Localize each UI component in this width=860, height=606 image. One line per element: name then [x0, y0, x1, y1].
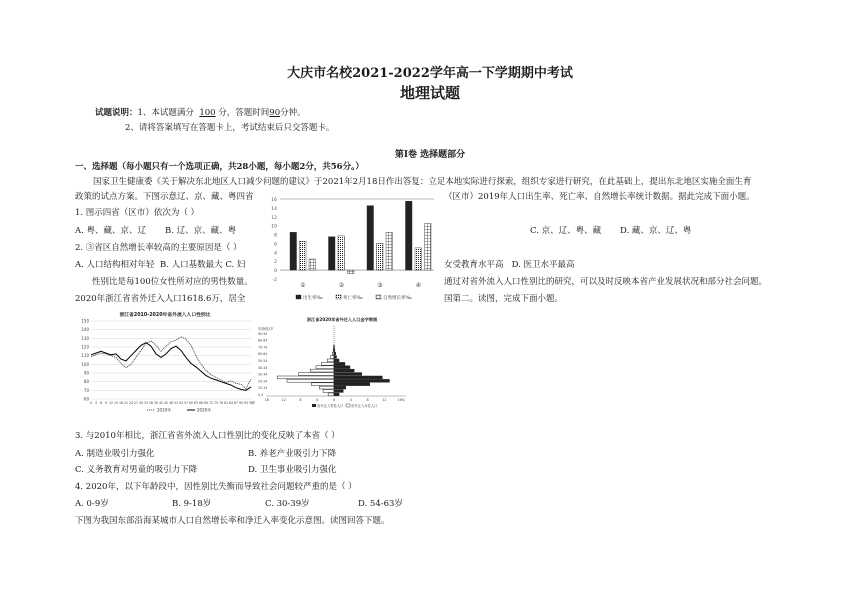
x-tick-label: 54 [178, 401, 184, 405]
q4-option-d: D. 54-63岁 [358, 499, 403, 509]
passage1-line2b: （区市）2019年人口出生率、死亡率、自然增长率统计数据。据此完成下面小题。 [444, 192, 755, 202]
x-tick-label: 45 [163, 401, 169, 405]
female-bar [334, 373, 362, 376]
y-tick-label: 130 [81, 335, 89, 341]
y-tick-label: 10 [271, 224, 277, 230]
q1-option-c: C. 京、辽、粤、藏 [530, 226, 602, 236]
q3-option-b: B. 养老产业吸引力下降 [248, 449, 337, 459]
bar [406, 201, 413, 270]
x-tick-label: 81 [223, 401, 229, 405]
y-tick-label: 8 [274, 233, 277, 239]
series-line [91, 337, 251, 389]
legend-label: 2010年 [157, 407, 172, 413]
male-bar [332, 352, 334, 355]
age-label: 70-74 [258, 345, 268, 350]
female-bar [334, 390, 343, 393]
x-tick-label: 0 [89, 401, 93, 405]
category-label: ③ [377, 282, 383, 289]
age-label: 0-4 [258, 393, 264, 397]
bar [300, 241, 307, 270]
x-tick-label: 12 [382, 398, 387, 402]
y-axis-header: 年龄段/岁 [258, 327, 274, 331]
age-label: 30-34 [258, 372, 268, 377]
y-tick-label: 110 [81, 353, 89, 359]
bar [309, 259, 316, 270]
legend-swatch [376, 295, 381, 299]
x-tick-label: 4 [349, 398, 352, 402]
x-tick-label: 78 [218, 401, 224, 405]
male-bar [331, 356, 334, 359]
legend-swatch [336, 295, 341, 299]
male-bar [310, 369, 334, 372]
instructions-line1: 试题说明：1、本试题满分 100 分，答题时间90分钟。 [95, 108, 306, 118]
q4-option-a: A. 0-9岁 [75, 499, 109, 509]
x-tick-label: 63 [193, 401, 199, 405]
male-bar [323, 390, 334, 393]
age-label: 60-64 [258, 352, 268, 357]
x-tick-label: 9 [104, 401, 108, 405]
legend-swatch [296, 295, 301, 299]
birth-death-rate-chart [262, 193, 440, 305]
q4-stem: 4. 2020年，以下年龄段中，因性别比失衡而导致社会问题较严重的是（ ） [75, 482, 357, 492]
age-label: 20-24 [258, 379, 268, 384]
x-tick-label: 93 [243, 401, 249, 405]
bar [425, 223, 432, 270]
q2-option-c-rest: 女受教育水平高 D. 医卫水平最高 [444, 260, 575, 270]
q3-stem: 3. 与2010年相比，浙江省省外流入人口性别比的变化反映了本省（ ） [75, 431, 340, 441]
female-bar [334, 356, 337, 359]
x-tick-label: 18 [118, 401, 124, 405]
age-label: 50-54 [258, 359, 268, 363]
x-tick-label: 3 [94, 401, 98, 405]
y-tick-label: 12 [271, 215, 277, 221]
x-tick-label: 24 [128, 401, 134, 405]
x-tick-label: 30 [138, 401, 144, 405]
y-tick-label: 120 [81, 344, 89, 350]
passage2-line2a: 2020年浙江省省外迁入人口1618.6万，居全 [75, 294, 246, 304]
bar [367, 206, 374, 270]
age-label: 80-84 [258, 338, 268, 343]
q1-option-d: D. 藏、京、辽、粤 [620, 226, 692, 236]
female-bar [334, 376, 382, 379]
part-one-heading: 一、选择题（每小题只有一个选项正确，共28小题，每小题2分，共56分。） [75, 162, 364, 172]
next-question-intro: 下图为我国东部沿海某城市人口自然增长率和净迁入率变化示意图。读图回答下题。 [75, 516, 390, 526]
female-bar [334, 383, 370, 386]
exam-title: 大庆市名校2021-2022学年高一下学期期中考试 [287, 66, 573, 81]
passage1-line2a: 政策的试点方案。下图示意辽、京、藏、粤四省 [75, 192, 254, 202]
male-bar [299, 373, 334, 376]
x-tick-label: 57 [183, 401, 189, 405]
q3-option-a: A. 制造业吸引力强化 [75, 449, 155, 459]
y-tick-label: 150 [81, 318, 89, 324]
x-tick-label: 21 [123, 401, 129, 405]
x-tick-label: 27 [133, 401, 139, 405]
legend-swatch [346, 404, 350, 407]
y-tick-label: 14 [271, 206, 277, 212]
category-label: ④ [415, 282, 422, 289]
male-bar [316, 366, 334, 369]
y-tick-label: 80 [83, 379, 89, 385]
passage2-line2b: 国第二。读图，完成下面小题。 [444, 294, 564, 304]
q4-option-b: B. 9-18岁 [172, 499, 212, 509]
chart-title: 浙江省2010-2020年省外流入人口性别比 [119, 313, 211, 318]
instructions-line2: 2、请将答案填写在答题卡上，考试结束后只交答题卡。 [125, 123, 335, 133]
category-label: ② [338, 282, 345, 289]
x-tick-label: 8 [299, 398, 302, 402]
y-tick-label: 140 [81, 327, 89, 333]
x-axis-unit: 岁 [252, 401, 256, 405]
x-tick-label: 33 [143, 401, 149, 405]
x-tick-label: 0 [332, 398, 336, 402]
chart-title: 浙江省2020年省外迁入人口金字塔图 [306, 317, 378, 322]
y-tick-label: 70 [83, 387, 89, 393]
x-tick-label: 72 [208, 401, 214, 405]
female-bar [334, 369, 354, 372]
male-bar [327, 359, 334, 362]
y-tick-label: 2 [274, 260, 277, 266]
x-tick-label: 84 [228, 401, 234, 405]
male-bar [328, 393, 334, 396]
bar [329, 237, 336, 270]
x-tick-label: 12 [281, 398, 286, 402]
y-tick-label: 6 [274, 242, 277, 248]
q3-option-c: C. 义务教育对男童的吸引力下降 [75, 465, 198, 475]
q2-stem: 2. ③省区自然增长率较高的主要原因是（ ） [75, 243, 242, 253]
q3-option-d: D. 卫生事业吸引力强化 [248, 465, 337, 475]
x-tick-label: 39 [153, 401, 159, 405]
passage2-line1b: 通过对省外流入人口性别比的研究，可以及时反映本省产业发展状况和部分社会问题。 [444, 277, 768, 287]
migrant-population-pyramid [256, 316, 412, 412]
passage2-line1a: 性别比是每100位女性所对应的男性数量。 [92, 277, 253, 287]
bar [415, 248, 422, 270]
subject-title: 地理试题 [399, 84, 460, 102]
legend-label: 自然增长率‰ [383, 296, 412, 301]
x-tick-label: 51 [173, 401, 179, 405]
x-tick-label: 48 [168, 401, 174, 405]
y-tick-label: 100 [81, 361, 89, 367]
female-bar [334, 352, 336, 355]
x-tick-label: 36 [148, 401, 154, 405]
q4-option-c: C. 30-39岁 [265, 499, 310, 509]
x-tick-label: 16 [264, 398, 269, 402]
bar [338, 236, 345, 270]
bar [386, 232, 393, 270]
category-label: ① [300, 282, 306, 289]
passage1-line1: 国家卫生健康委《关于解决东北地区人口减少问题的建议》于2021年2月18日作出答复：立足本地实际进行探索，组织专家进行研究，在此基础上，提出东北地区实施全面生育 [93, 177, 752, 187]
legend-label: 出生率‰ [303, 296, 323, 301]
x-tick-label: 90 [238, 401, 244, 405]
bar [377, 243, 384, 270]
y-tick-label: 60 [83, 396, 89, 402]
bar [290, 232, 297, 270]
bar [348, 270, 355, 274]
x-tick-label: 15 [113, 401, 119, 405]
male-bar [287, 379, 334, 382]
female-bar [334, 366, 350, 369]
x-tick-label: 60 [188, 401, 194, 405]
age-label: 40-44 [258, 365, 268, 370]
x-tick-label: 16% [397, 398, 405, 402]
x-tick-label: 4 [316, 398, 319, 402]
y-tick-label: 16 [271, 198, 277, 203]
q2-option-a: A. 人口结构相对年轻 B. 人口基数最大 C. 妇 [75, 260, 246, 270]
legend-label: 省外迁入女性人口 [351, 404, 378, 408]
female-bar [334, 386, 346, 389]
legend-label: 省外迁入男性人口 [317, 404, 344, 408]
x-tick-label: 12 [108, 401, 114, 405]
x-tick-label: 87 [233, 401, 239, 405]
male-bar [311, 383, 334, 386]
female-bar [334, 362, 345, 365]
x-tick-label: 6 [99, 401, 103, 405]
male-bar [319, 386, 334, 389]
male-bar [321, 362, 334, 365]
age-label: 90-94 [258, 331, 268, 336]
y-tick-label: 90 [83, 370, 89, 376]
full-score: 100 [199, 108, 216, 118]
x-tick-label: 69 [203, 401, 209, 405]
sex-ratio-line-chart [75, 309, 255, 415]
female-bar [334, 379, 389, 382]
x-tick-label: 66 [198, 401, 204, 405]
y-tick-label: -2 [272, 278, 277, 283]
female-bar [334, 359, 339, 362]
q1-option-a: A. 粤、藏、京、辽 [75, 226, 147, 236]
y-tick-label: 0 [274, 269, 277, 275]
exam-time: 90 [269, 108, 281, 118]
male-bar [277, 376, 334, 379]
q1-option-b: B. 辽、京、藏、粤 [165, 226, 237, 236]
x-tick-label: 75 [213, 401, 219, 405]
x-tick-label: 8 [366, 398, 369, 402]
q1-stem: 1. 图示四省（区市）依次为（ ） [75, 208, 200, 218]
instructions-label: 试题说明： [95, 108, 138, 118]
x-tick-label: 42 [158, 401, 164, 405]
age-label: 10-14 [258, 386, 268, 391]
legend-label: 2020年 [197, 407, 212, 413]
x-tick-label: 96 [248, 401, 254, 405]
series-line [91, 343, 251, 391]
legend-swatch [312, 404, 316, 407]
y-tick-label: 4 [274, 251, 277, 257]
female-bar [334, 393, 339, 396]
section-title: 第Ⅰ卷 选择题部分 [394, 150, 466, 160]
legend-label: 死亡率‰ [343, 296, 363, 301]
